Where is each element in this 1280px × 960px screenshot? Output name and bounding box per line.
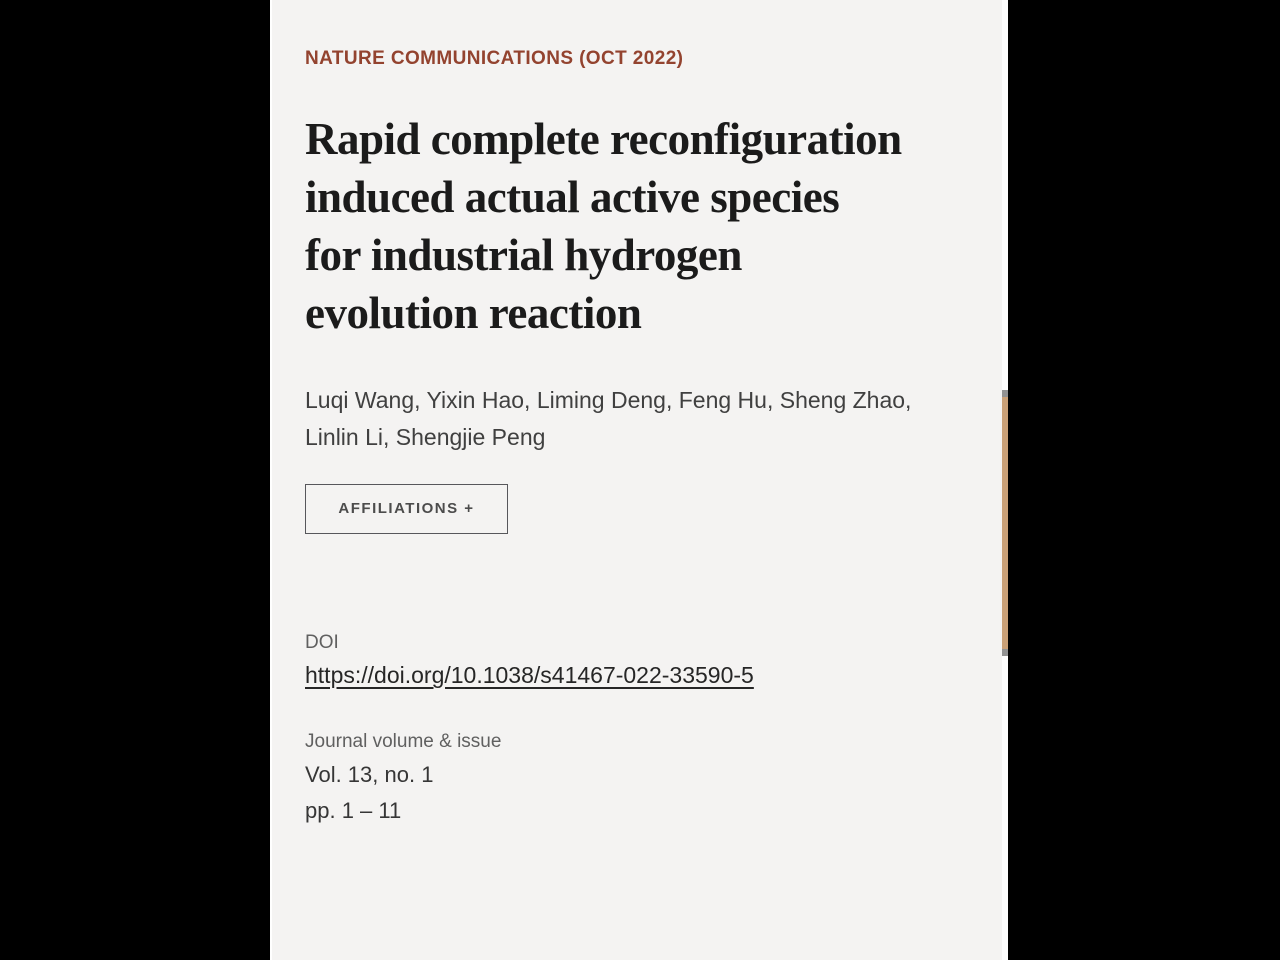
journal-name-date: NATURE COMMUNICATIONS (OCT 2022) bbox=[305, 48, 684, 69]
doi-link[interactable]: https://doi.org/10.1038/s41467-022-33590-5 bbox=[305, 662, 754, 688]
affiliations-button[interactable]: AFFILIATIONS + bbox=[305, 484, 508, 534]
scrollbar-track[interactable] bbox=[1002, 0, 1008, 960]
author-list: Luqi Wang, Yixin Hao, Liming Deng, Feng Hu, Sheng Zhao, Linlin Li, Shengjie Peng bbox=[305, 387, 912, 450]
volume-issue-value: Vol. 13, no. 1 bbox=[305, 762, 434, 787]
article-panel bbox=[270, 0, 1008, 960]
page-range-value: pp. 1 – 11 bbox=[305, 798, 402, 823]
doi-label: DOI bbox=[305, 632, 339, 653]
article-title: Rapid complete reconfiguration induced actual active species for industrial hydrogen evolution reaction bbox=[305, 114, 902, 338]
article-content bbox=[272, 0, 1008, 824]
scrollbar-thumb[interactable] bbox=[1002, 390, 1008, 656]
journal-volume-issue-label: Journal volume & issue bbox=[305, 731, 502, 752]
